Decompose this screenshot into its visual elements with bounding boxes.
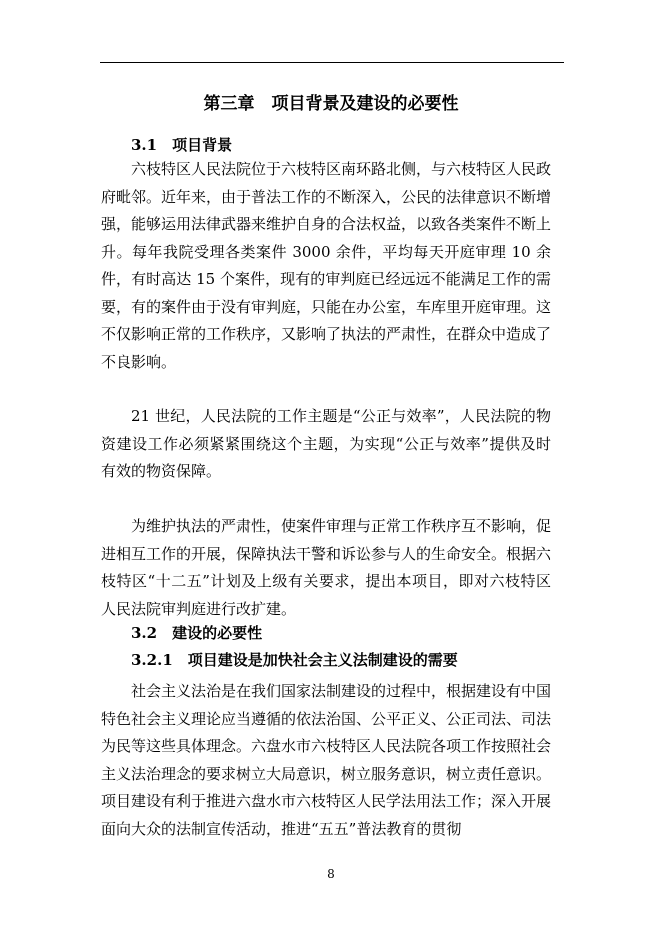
paragraph-background-3: 为维护执法的严肃性，使案件审理与正常工作秩序互不影响，促进相互工作的开展，保障执法干警和诉讼参与人的生命安全。根据六枝特区“十二五”计划及上级有关要求，提出本项目，即对六枝特区人民法院审判庭进行改扩建。: [101, 517, 552, 618]
section-heading-necessity: 3.2 建设的必要性: [131, 624, 263, 642]
page-number: 8: [327, 867, 335, 881]
section-heading-background: 3.1 项目背景: [131, 136, 233, 154]
paragraph-necessity-1: 社会主义法治是在我们国家法制建设的过程中，根据建设有中国特色社会主义理论应当遵循的依法治国、公平正义、公正司法、司法为民等这些具体理念。六盘水市六枝特区人民法院各项工作按照社会主义法治理念的要求树立大局意识，树立服务意识，树立责任意识。项目建设有利于推进六盘水市六枝特区人民学法用法工作；深入开展面向大众的法制宣传活动，推进“五五”普法教育的贯彻: [101, 682, 552, 838]
paragraph-background-2: 21 世纪，人民法院的工作主题是“公正与效率”，人民法院的物资建设工作必须紧紧围绕这个主题，为实现“公正与效率”提供及时有效的物资保障。: [101, 407, 551, 480]
header-rule: [100, 62, 564, 63]
chapter-title: 第三章 项目背景及建设的必要性: [203, 94, 459, 114]
paragraph-background-1: 六枝特区人民法院位于六枝特区南环路北侧，与六枝特区人民政府毗邻。近年来，由于普法工作的不断深入，公民的法律意识不断增强，能够运用法律武器来维护自身的合法权益，以致各类案件不断上升。每年我院受理各类案件 3000 余件，平均每天开庭审理 10 余件，有时高达 15 个案件，现有的审判庭已经远远不能满足工作的需要，有的案件由于没有审判庭，只能在办公室，车库里开庭审理。这不仅影响正常的工作秩序，又影响了执法的严肃性，在群众中造成了不良影响。: [101, 160, 552, 371]
subsection-heading-legal-construction: 3.2.1 项目建设是加快社会主义法制建设的需要: [131, 651, 458, 669]
